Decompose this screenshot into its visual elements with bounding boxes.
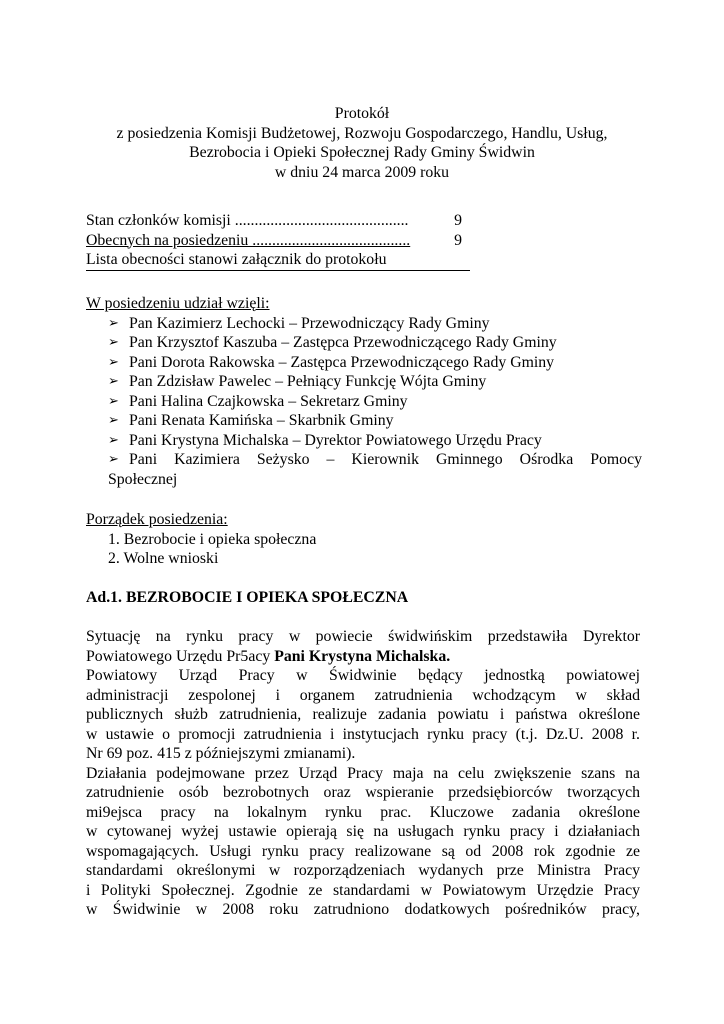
agenda-heading: Porządek posiedzenia: [86,511,228,528]
arrow-bullet-icon: ➢ [108,432,119,448]
paragraph-line: standardami określonymi w rozporządzeniach wydanych prze Ministra Pracy [86,862,640,879]
arrow-bullet-icon: ➢ [108,413,119,428]
title: Protokół [334,105,390,122]
subtitle-line-2: Bezrobocia i Opieki Społecznej Rady Gminy Świdwin [189,144,535,161]
paragraph-line: wspomagających. Usługi rynku pracy realizowane są od 2008 rok zgodnie ze [86,842,640,860]
paragraph-line: Działania podejmowane przez Urząd Pracy maja na celu zwiększenie szans na [86,764,640,782]
list-item-continuation: Społecznej [108,470,178,488]
paragraph-line: mi9ejsca pracy na lokalnym rynku prac. Kluczowe zadania określone [86,803,640,821]
arrow-bullet-icon: ➢ [108,354,119,370]
paragraph-line: Powiatowy Urząd Pracy w Świdwinie będący jednostką powiatowej [86,667,640,684]
arrow-bullet-icon: ➢ [108,315,119,331]
list-item: ➢ Pani Dorota Rakowska – Zastępca Przewodniczącego Rady Gminy [108,353,555,371]
list-item: ➢ Pan Kazimierz Lechocki – Przewodniczący Rady Gminy [108,314,490,332]
paragraph-line: i Polityki Społecznej. Zgodnie ze standardami w Powiatowym Urzędzie Pracy [86,881,640,899]
agenda-item: 2. Wolne wnioski [108,550,219,567]
arrow-bullet-icon: ➢ [108,393,119,409]
attendance-summary [86,211,486,271]
paragraph-line: Powiatowego Urzędu Pr5acy Pani Krystyna Michalska. [86,647,451,665]
participants-heading: W posiedzeniu udział wzięli: [86,295,270,312]
meeting-date: w dniu 24 marca 2009 roku [274,163,450,181]
arrow-bullet-icon: ➢ [108,335,119,350]
members-count-value: 9 [454,212,462,229]
list-item: ➢ Pani Kazimiera Seżysko – Kierownik Gminnego Ośrodka Pomocy [108,451,642,468]
list-item: ➢ Pan Zdzisław Pawelec – Pełniący Funkcję Wójta Gminy [108,373,487,390]
members-count-label: Stan członków komisji ............................................ [86,212,409,229]
list-item: ➢ Pan Krzysztof Kaszuba – Zastępca Przewodniczącego Rady Gminy [108,334,557,351]
arrow-bullet-icon: ➢ [108,374,119,389]
subtitle-line-1: z posiedzenia Komisji Budżetowej, Rozwoju Gospodarczego, Handlu, Usług, [116,124,608,142]
section-body [86,627,640,920]
list-item: ➢ Pani Renata Kamińska – Skarbnik Gminy [108,412,394,429]
paragraph-line: publicznych służb zatrudnienia, realizuje zadania powiatu i państwa określone [86,706,640,723]
members-count-row [86,211,462,231]
section-heading: Ad.1. BEZROBOCIE I OPIEKA SPOŁECZNA [86,589,409,606]
attendance-list-text: Lista obecności stanowi załącznik do protokołu [86,251,387,268]
paragraph-line: w Świdwinie w 2008 roku zatrudniono dodatkowych pośredników pracy, [86,901,640,918]
speaker-name: Pani Krystyna Michalska. [274,647,451,665]
present-count-label: Obecnych na posiedzeniu ........................................ [86,231,411,249]
paragraph-line: w cytowanej wyżej ustawie opierają się na usługach rynku pracy i działaniach [86,823,640,840]
present-count-row [86,231,462,251]
participants-section [86,294,642,489]
arrow-bullet-icon: ➢ [108,452,119,467]
paragraph-line: zatrudnienie osób bezrobotnych oraz wspieranie przedsiębiorców tworzących [86,784,640,801]
list-item: ➢ Pani Halina Czajkowska – Sekretarz Gminy [108,392,408,410]
agenda-list [86,530,642,569]
document-title-block [86,104,638,182]
present-count-value: 9 [454,231,462,249]
paragraph-line: w ustawie o promocji zatrudnienia i instytucjach rynku pracy (t.j. Dz.U. 2008 r. [86,725,640,743]
attendance-list-note [86,250,470,271]
paragraph-line: Nr 69 poz. 415 z późniejszymi zmianami). [86,745,356,762]
paragraph-line: Sytuację na rynku pracy w powiecie świdwińskim przedstawiła Dyrektor [86,628,640,645]
participants-list [86,314,642,490]
agenda-item: 1. Bezrobocie i opieka społeczna [108,530,317,548]
paragraph-line: administracji zespolonej i organem zatrudnienia wchodzącym w skład [86,686,640,704]
list-item: ➢ Pani Krystyna Michalska – Dyrektor Powiatowego Urzędu Pracy [108,431,542,449]
agenda-section [86,510,642,569]
